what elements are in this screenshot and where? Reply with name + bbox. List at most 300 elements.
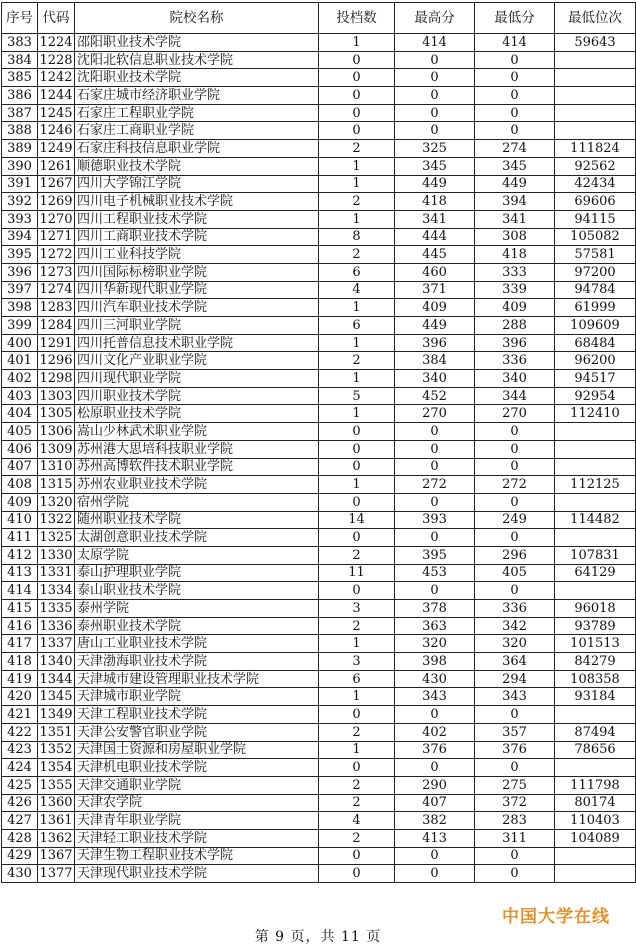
cell-school-name: 天津工程职业技术学院 bbox=[75, 706, 319, 724]
table-row bbox=[2, 51, 636, 69]
cell-min-score: 414 bbox=[475, 34, 555, 52]
table-row bbox=[2, 228, 636, 246]
cell-min-score: 357 bbox=[475, 723, 555, 741]
cell-min-rank: 87494 bbox=[555, 723, 636, 741]
table-row bbox=[2, 493, 636, 511]
cell-admitted-count: 0 bbox=[319, 706, 395, 724]
cell-min-score: 372 bbox=[475, 794, 555, 812]
cell-min-score: 272 bbox=[475, 476, 555, 494]
cell-max-score: 0 bbox=[395, 529, 475, 547]
cell-min-rank: 108358 bbox=[555, 670, 636, 688]
cell-index: 426 bbox=[2, 794, 38, 812]
cell-code: 1361 bbox=[39, 813, 73, 829]
table-row bbox=[2, 635, 636, 653]
cell-min-rank: 61999 bbox=[555, 299, 636, 317]
cell-min-rank bbox=[555, 69, 636, 87]
cell-code: 1271 bbox=[39, 229, 73, 245]
cell-school-name: 苏州港大思培科技职业学院 bbox=[75, 440, 319, 458]
cell-max-score: 444 bbox=[395, 228, 475, 246]
cell-min-rank bbox=[555, 847, 636, 865]
table-row bbox=[2, 370, 636, 388]
cell-school-name: 四川三河职业学院 bbox=[75, 317, 319, 335]
cell-max-score: 0 bbox=[395, 582, 475, 600]
cell-min-score: 409 bbox=[475, 299, 555, 317]
cell-min-score: 0 bbox=[475, 847, 555, 865]
table-row bbox=[2, 246, 636, 264]
cell-admitted-count: 0 bbox=[319, 122, 395, 140]
cell-max-score: 0 bbox=[395, 87, 475, 105]
cell-code: 1273 bbox=[39, 264, 73, 280]
cell-code: 1283 bbox=[39, 300, 73, 316]
cell-code: 1267 bbox=[39, 176, 73, 192]
cell-min-score: 0 bbox=[475, 865, 555, 883]
cell-min-rank: 111798 bbox=[555, 776, 636, 794]
table-row bbox=[2, 299, 636, 317]
cell-school-name: 四川托普信息技术职业学院 bbox=[75, 334, 319, 352]
cell-max-score: 343 bbox=[395, 688, 475, 706]
cell-min-score: 0 bbox=[475, 69, 555, 87]
cell-admitted-count: 1 bbox=[319, 688, 395, 706]
cell-admitted-count: 1 bbox=[319, 157, 395, 175]
cell-max-score: 398 bbox=[395, 653, 475, 671]
cell-min-score: 342 bbox=[475, 617, 555, 635]
cell-code: 1330 bbox=[39, 547, 73, 563]
cell-index: 405 bbox=[2, 423, 38, 441]
cell-index: 420 bbox=[2, 688, 38, 706]
cell-school-name: 天津轻工职业技术学院 bbox=[75, 829, 319, 847]
table-row bbox=[2, 829, 636, 847]
cell-index: 393 bbox=[2, 210, 38, 228]
cell-admitted-count: 5 bbox=[319, 387, 395, 405]
cell-min-score: 0 bbox=[475, 582, 555, 600]
cell-school-name: 嵩山少林武术职业学院 bbox=[75, 423, 319, 441]
cell-code: 1310 bbox=[39, 459, 73, 475]
cell-min-rank: 68484 bbox=[555, 334, 636, 352]
cell-index: 428 bbox=[2, 829, 38, 847]
cell-index: 412 bbox=[2, 546, 38, 564]
cell-index: 394 bbox=[2, 228, 38, 246]
cell-admitted-count: 2 bbox=[319, 829, 395, 847]
cell-school-name: 邵阳职业技术学院 bbox=[75, 34, 319, 52]
cell-admitted-count: 3 bbox=[319, 600, 395, 618]
cell-code: 1334 bbox=[39, 583, 73, 599]
cell-min-score: 275 bbox=[475, 776, 555, 794]
cell-index: 384 bbox=[2, 51, 38, 69]
cell-min-rank: 112125 bbox=[555, 476, 636, 494]
cell-code: 1261 bbox=[39, 158, 73, 174]
cell-admitted-count: 2 bbox=[319, 193, 395, 211]
cell-min-rank bbox=[555, 759, 636, 777]
col-header-min-score: 最低分 bbox=[475, 3, 555, 34]
cell-admitted-count: 1 bbox=[319, 741, 395, 759]
page-footer: 第 9 页，共 11 页 bbox=[254, 929, 382, 945]
cell-index: 397 bbox=[2, 281, 38, 299]
cell-admitted-count: 11 bbox=[319, 564, 395, 582]
cell-index: 429 bbox=[2, 847, 38, 865]
cell-school-name: 石家庄工商职业学院 bbox=[75, 122, 319, 140]
cell-min-rank bbox=[555, 529, 636, 547]
header-row bbox=[2, 3, 636, 34]
cell-code: 1320 bbox=[39, 494, 73, 510]
cell-code: 1355 bbox=[39, 777, 73, 793]
cell-code: 1325 bbox=[39, 530, 73, 546]
cell-min-rank: 59643 bbox=[555, 34, 636, 52]
table-row bbox=[2, 104, 636, 122]
cell-min-rank: 57581 bbox=[555, 246, 636, 264]
cell-max-score: 414 bbox=[395, 34, 475, 52]
table-row bbox=[2, 564, 636, 582]
cell-admitted-count: 2 bbox=[319, 352, 395, 370]
table-row bbox=[2, 529, 636, 547]
cell-school-name: 天津城市职业学院 bbox=[75, 688, 319, 706]
table-row bbox=[2, 458, 636, 476]
cell-min-rank bbox=[555, 122, 636, 140]
cell-max-score: 0 bbox=[395, 440, 475, 458]
cell-index: 425 bbox=[2, 776, 38, 794]
cell-admitted-count: 0 bbox=[319, 529, 395, 547]
cell-min-score: 0 bbox=[475, 458, 555, 476]
cell-min-rank: 80174 bbox=[555, 794, 636, 812]
cell-school-name: 泰州学院 bbox=[75, 600, 319, 618]
cell-min-score: 341 bbox=[475, 210, 555, 228]
table-row bbox=[2, 794, 636, 812]
cell-code: 1345 bbox=[39, 689, 73, 705]
cell-min-rank: 110403 bbox=[555, 812, 636, 830]
cell-code: 1245 bbox=[39, 105, 73, 121]
cell-max-score: 445 bbox=[395, 246, 475, 264]
cell-admitted-count: 0 bbox=[319, 847, 395, 865]
cell-code: 1249 bbox=[39, 140, 73, 156]
cell-code: 1246 bbox=[39, 123, 73, 139]
cell-school-name: 四川大学锦江学院 bbox=[75, 175, 319, 193]
cell-school-name: 天津生物工程职业技术学院 bbox=[75, 847, 319, 865]
cell-min-rank: 107831 bbox=[555, 546, 636, 564]
cell-index: 389 bbox=[2, 140, 38, 158]
table-row bbox=[2, 688, 636, 706]
cell-min-score: 340 bbox=[475, 370, 555, 388]
cell-school-name: 四川汽车职业技术学院 bbox=[75, 299, 319, 317]
cell-admitted-count: 0 bbox=[319, 440, 395, 458]
cell-min-score: 294 bbox=[475, 670, 555, 688]
cell-index: 386 bbox=[2, 87, 38, 105]
cell-school-name: 石家庄城市经济职业学院 bbox=[75, 87, 319, 105]
cell-max-score: 0 bbox=[395, 706, 475, 724]
cell-max-score: 413 bbox=[395, 829, 475, 847]
cell-min-rank bbox=[555, 423, 636, 441]
cell-code: 1269 bbox=[39, 194, 73, 210]
cell-school-name: 四川国际标榜职业学院 bbox=[75, 263, 319, 281]
cell-min-score: 449 bbox=[475, 175, 555, 193]
cell-code: 1362 bbox=[39, 830, 73, 846]
table-row bbox=[2, 34, 636, 52]
score-table bbox=[1, 2, 636, 883]
cell-school-name: 四川工业科技学院 bbox=[75, 246, 319, 264]
cell-min-rank bbox=[555, 458, 636, 476]
table-row bbox=[2, 387, 636, 405]
cell-max-score: 409 bbox=[395, 299, 475, 317]
cell-max-score: 430 bbox=[395, 670, 475, 688]
table-row bbox=[2, 670, 636, 688]
cell-min-rank bbox=[555, 51, 636, 69]
cell-school-name: 天津渤海职业技术学院 bbox=[75, 653, 319, 671]
cell-min-score: 0 bbox=[475, 122, 555, 140]
cell-min-score: 0 bbox=[475, 423, 555, 441]
cell-school-name: 太湖创意职业技术学院 bbox=[75, 529, 319, 547]
cell-max-score: 395 bbox=[395, 546, 475, 564]
table-row bbox=[2, 600, 636, 618]
cell-index: 399 bbox=[2, 317, 38, 335]
cell-max-score: 402 bbox=[395, 723, 475, 741]
cell-max-score: 449 bbox=[395, 175, 475, 193]
cell-max-score: 396 bbox=[395, 334, 475, 352]
cell-school-name: 天津城市建设管理职业技术学院 bbox=[75, 670, 319, 688]
cell-admitted-count: 14 bbox=[319, 511, 395, 529]
cell-index: 421 bbox=[2, 706, 38, 724]
cell-school-name: 随州职业技术学院 bbox=[75, 511, 319, 529]
cell-code: 1344 bbox=[39, 671, 73, 687]
cell-min-rank: 101513 bbox=[555, 635, 636, 653]
cell-min-score: 344 bbox=[475, 387, 555, 405]
cell-code: 1336 bbox=[39, 618, 73, 634]
cell-min-score: 336 bbox=[475, 600, 555, 618]
cell-code: 1352 bbox=[39, 742, 73, 758]
cell-index: 400 bbox=[2, 334, 38, 352]
cell-admitted-count: 2 bbox=[319, 546, 395, 564]
cell-admitted-count: 4 bbox=[319, 281, 395, 299]
cell-max-score: 0 bbox=[395, 865, 475, 883]
col-header-admitted-count: 投档数 bbox=[319, 3, 395, 34]
cell-school-name: 沈阳北软信息职业技术学院 bbox=[75, 51, 319, 69]
cell-index: 419 bbox=[2, 670, 38, 688]
cell-min-rank: 64129 bbox=[555, 564, 636, 582]
table-row bbox=[2, 847, 636, 865]
cell-code: 1224 bbox=[39, 34, 73, 50]
cell-code: 1228 bbox=[39, 52, 73, 68]
cell-index: 398 bbox=[2, 299, 38, 317]
cell-school-name: 苏州农业职业技术学院 bbox=[75, 476, 319, 494]
cell-min-score: 0 bbox=[475, 706, 555, 724]
cell-max-score: 272 bbox=[395, 476, 475, 494]
cell-min-rank: 97200 bbox=[555, 263, 636, 281]
cell-max-score: 393 bbox=[395, 511, 475, 529]
table-row bbox=[2, 759, 636, 777]
cell-index: 409 bbox=[2, 493, 38, 511]
cell-code: 1340 bbox=[39, 653, 73, 669]
cell-min-rank: 96018 bbox=[555, 600, 636, 618]
cell-max-score: 341 bbox=[395, 210, 475, 228]
cell-code: 1309 bbox=[39, 441, 73, 457]
cell-school-name: 四川华新现代职业学院 bbox=[75, 281, 319, 299]
cell-code: 1354 bbox=[39, 760, 73, 776]
table-row bbox=[2, 193, 636, 211]
cell-min-rank bbox=[555, 865, 636, 883]
cell-school-name: 四川现代职业学院 bbox=[75, 370, 319, 388]
cell-index: 430 bbox=[2, 865, 38, 883]
cell-index: 422 bbox=[2, 723, 38, 741]
cell-code: 1315 bbox=[39, 477, 73, 493]
cell-min-score: 405 bbox=[475, 564, 555, 582]
table-row bbox=[2, 476, 636, 494]
cell-admitted-count: 2 bbox=[319, 617, 395, 635]
table-row bbox=[2, 653, 636, 671]
col-header-school-name: 院校名称 bbox=[75, 3, 319, 34]
cell-admitted-count: 0 bbox=[319, 493, 395, 511]
cell-admitted-count: 0 bbox=[319, 51, 395, 69]
cell-max-score: 340 bbox=[395, 370, 475, 388]
table-row bbox=[2, 210, 636, 228]
table-row bbox=[2, 723, 636, 741]
cell-index: 406 bbox=[2, 440, 38, 458]
cell-index: 410 bbox=[2, 511, 38, 529]
cell-code: 1305 bbox=[39, 406, 73, 422]
cell-school-name: 天津公安警官职业学院 bbox=[75, 723, 319, 741]
cell-min-rank bbox=[555, 706, 636, 724]
cell-index: 390 bbox=[2, 157, 38, 175]
cell-min-score: 308 bbox=[475, 228, 555, 246]
cell-admitted-count: 1 bbox=[319, 334, 395, 352]
cell-index: 416 bbox=[2, 617, 38, 635]
cell-school-name: 天津青年职业学院 bbox=[75, 812, 319, 830]
table-row bbox=[2, 546, 636, 564]
cell-index: 415 bbox=[2, 600, 38, 618]
cell-code: 1349 bbox=[39, 706, 73, 722]
cell-code: 1337 bbox=[39, 636, 73, 652]
cell-code: 1274 bbox=[39, 282, 73, 298]
cell-max-score: 0 bbox=[395, 458, 475, 476]
cell-min-score: 0 bbox=[475, 104, 555, 122]
cell-admitted-count: 0 bbox=[319, 69, 395, 87]
cell-admitted-count: 0 bbox=[319, 87, 395, 105]
cell-min-score: 296 bbox=[475, 546, 555, 564]
cell-min-rank: 114482 bbox=[555, 511, 636, 529]
cell-index: 385 bbox=[2, 69, 38, 87]
cell-min-rank bbox=[555, 87, 636, 105]
cell-code: 1270 bbox=[39, 211, 73, 227]
cell-max-score: 320 bbox=[395, 635, 475, 653]
cell-max-score: 0 bbox=[395, 104, 475, 122]
table-row bbox=[2, 352, 636, 370]
cell-index: 408 bbox=[2, 476, 38, 494]
cell-admitted-count: 1 bbox=[319, 210, 395, 228]
cell-index: 413 bbox=[2, 564, 38, 582]
col-header-index: 序号 bbox=[2, 3, 38, 34]
cell-school-name: 四川文化产业职业学院 bbox=[75, 352, 319, 370]
table-row bbox=[2, 617, 636, 635]
cell-min-score: 311 bbox=[475, 829, 555, 847]
cell-min-score: 418 bbox=[475, 246, 555, 264]
cell-min-score: 0 bbox=[475, 529, 555, 547]
cell-admitted-count: 6 bbox=[319, 670, 395, 688]
cell-max-score: 0 bbox=[395, 759, 475, 777]
cell-school-name: 顺德职业技术学院 bbox=[75, 157, 319, 175]
cell-min-score: 394 bbox=[475, 193, 555, 211]
table-row bbox=[2, 440, 636, 458]
cell-code: 1377 bbox=[39, 866, 73, 882]
cell-school-name: 唐山工业职业技术学院 bbox=[75, 635, 319, 653]
cell-admitted-count: 2 bbox=[319, 776, 395, 794]
cell-min-score: 288 bbox=[475, 317, 555, 335]
cell-min-score: 283 bbox=[475, 812, 555, 830]
cell-admitted-count: 6 bbox=[319, 263, 395, 281]
cell-school-name: 天津国土资源和房屋职业学院 bbox=[75, 741, 319, 759]
cell-min-rank: 94517 bbox=[555, 370, 636, 388]
cell-min-rank: 94115 bbox=[555, 210, 636, 228]
cell-min-score: 320 bbox=[475, 635, 555, 653]
cell-school-name: 泰山护理职业学院 bbox=[75, 564, 319, 582]
cell-min-rank: 78656 bbox=[555, 741, 636, 759]
table-row bbox=[2, 511, 636, 529]
col-header-min-rank: 最低位次 bbox=[555, 3, 636, 34]
cell-max-score: 418 bbox=[395, 193, 475, 211]
cell-min-rank: 93789 bbox=[555, 617, 636, 635]
col-header-max-score: 最高分 bbox=[395, 3, 475, 34]
cell-admitted-count: 1 bbox=[319, 370, 395, 388]
cell-max-score: 270 bbox=[395, 405, 475, 423]
cell-code: 1322 bbox=[39, 512, 73, 528]
cell-min-rank: 94784 bbox=[555, 281, 636, 299]
cell-code: 1242 bbox=[39, 70, 73, 86]
table-row bbox=[2, 706, 636, 724]
cell-min-score: 0 bbox=[475, 87, 555, 105]
cell-index: 388 bbox=[2, 122, 38, 140]
cell-admitted-count: 2 bbox=[319, 723, 395, 741]
cell-school-name: 苏州高博软件技术职业学院 bbox=[75, 458, 319, 476]
cell-index: 414 bbox=[2, 582, 38, 600]
cell-index: 423 bbox=[2, 741, 38, 759]
cell-min-score: 343 bbox=[475, 688, 555, 706]
cell-max-score: 0 bbox=[395, 493, 475, 511]
cell-school-name: 泰山职业技术学院 bbox=[75, 582, 319, 600]
cell-code: 1351 bbox=[39, 724, 73, 740]
cell-index: 401 bbox=[2, 352, 38, 370]
cell-admitted-count: 1 bbox=[319, 34, 395, 52]
cell-school-name: 太原学院 bbox=[75, 546, 319, 564]
table-row bbox=[2, 776, 636, 794]
cell-code: 1360 bbox=[39, 795, 73, 811]
cell-max-score: 363 bbox=[395, 617, 475, 635]
cell-min-rank: 93184 bbox=[555, 688, 636, 706]
cell-index: 396 bbox=[2, 263, 38, 281]
cell-min-rank: 104089 bbox=[555, 829, 636, 847]
cell-min-rank: 69606 bbox=[555, 193, 636, 211]
cell-index: 387 bbox=[2, 104, 38, 122]
cell-max-score: 371 bbox=[395, 281, 475, 299]
cell-admitted-count: 0 bbox=[319, 104, 395, 122]
cell-code: 1331 bbox=[39, 565, 73, 581]
cell-min-rank bbox=[555, 582, 636, 600]
cell-admitted-count: 4 bbox=[319, 812, 395, 830]
cell-code: 1284 bbox=[39, 317, 73, 333]
cell-admitted-count: 0 bbox=[319, 582, 395, 600]
cell-index: 417 bbox=[2, 635, 38, 653]
cell-max-score: 290 bbox=[395, 776, 475, 794]
cell-school-name: 石家庄工程职业学院 bbox=[75, 104, 319, 122]
cell-max-score: 378 bbox=[395, 600, 475, 618]
cell-index: 383 bbox=[2, 34, 38, 52]
cell-admitted-count: 1 bbox=[319, 476, 395, 494]
cell-admitted-count: 0 bbox=[319, 458, 395, 476]
table-row bbox=[2, 812, 636, 830]
cell-index: 395 bbox=[2, 246, 38, 264]
cell-admitted-count: 6 bbox=[319, 317, 395, 335]
cell-admitted-count: 1 bbox=[319, 405, 395, 423]
cell-code: 1298 bbox=[39, 370, 73, 386]
table-row bbox=[2, 175, 636, 193]
cell-min-score: 376 bbox=[475, 741, 555, 759]
cell-index: 427 bbox=[2, 812, 38, 830]
table-row bbox=[2, 405, 636, 423]
table-row bbox=[2, 582, 636, 600]
